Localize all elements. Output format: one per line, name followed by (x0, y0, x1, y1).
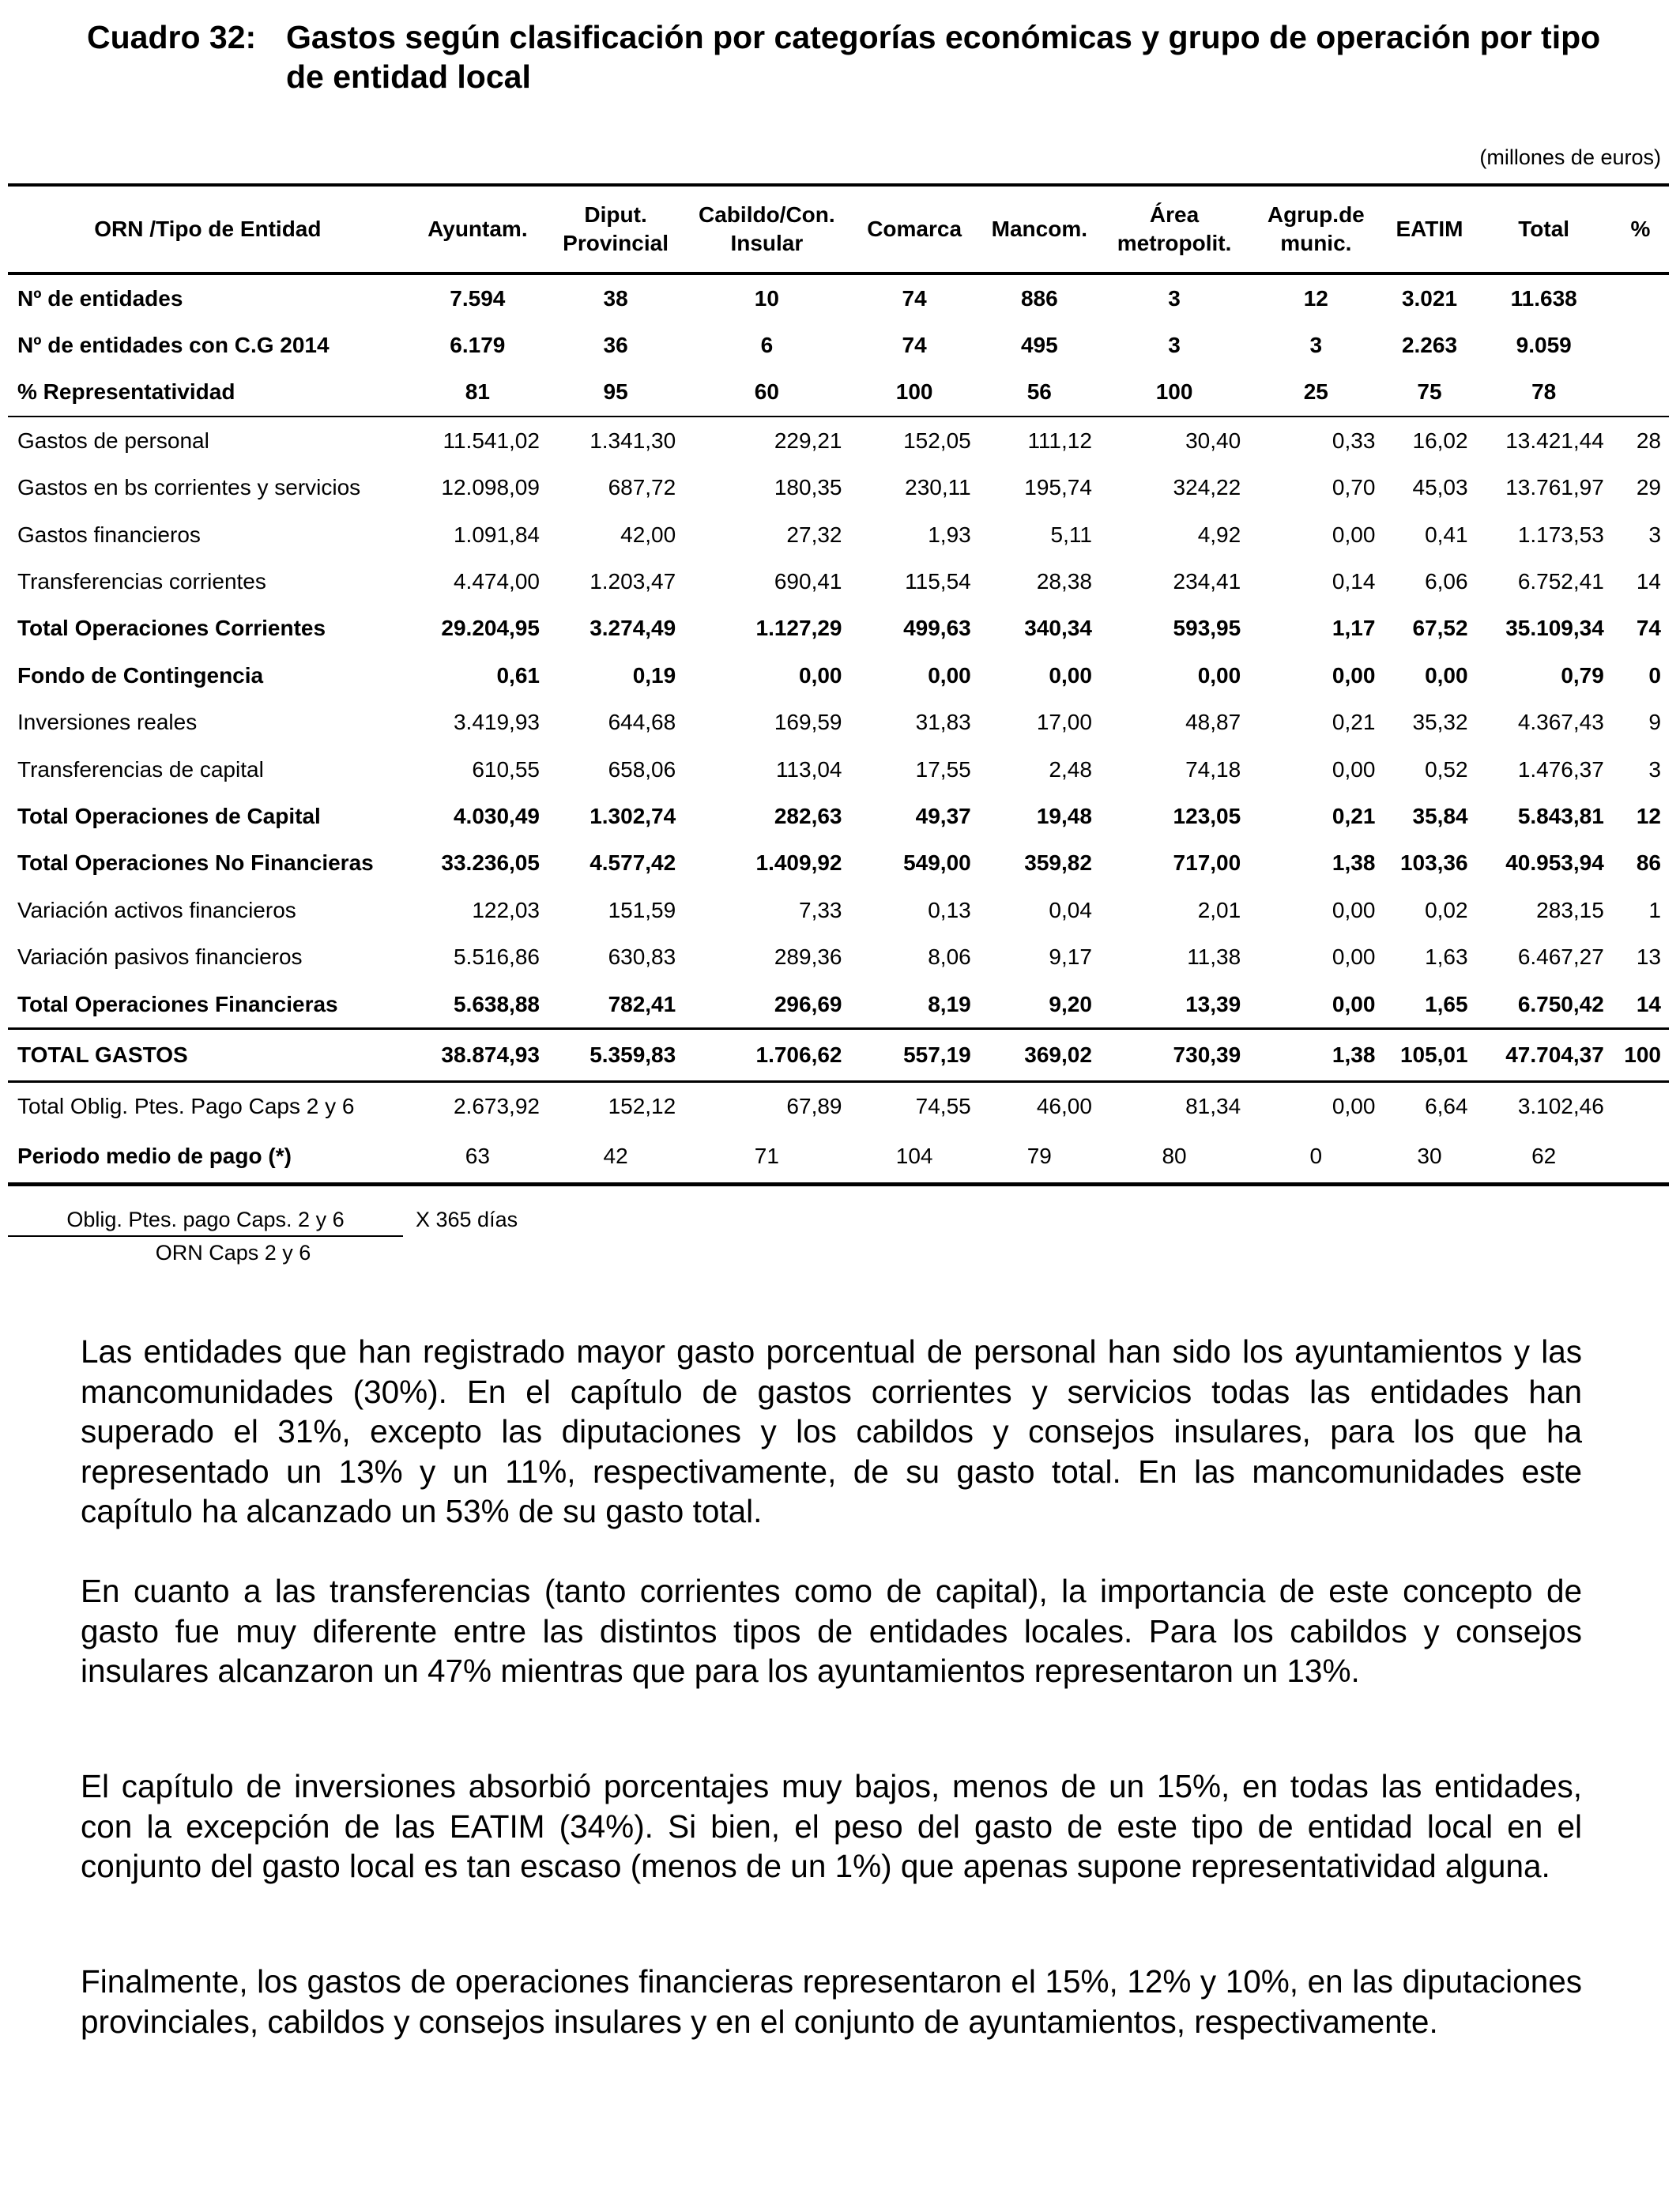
table-cell: 123,05 (1173, 803, 1241, 828)
table-cell: 74,55 (915, 1093, 971, 1118)
table-cell: 230,11 (905, 475, 971, 500)
table-cell: 2,48 (1049, 756, 1092, 782)
table-cell: 4.474,00 (453, 569, 540, 594)
table-cell: 74,18 (1185, 756, 1241, 782)
table-cell: 690,41 (774, 569, 842, 594)
table-cell: 48,87 (1185, 710, 1241, 735)
row-label: Gastos en bs corrientes y servicios (17, 475, 361, 500)
table-cell: 0,00 (1332, 756, 1376, 782)
table-cell: 47.704,37 (1476, 1029, 1612, 1082)
table-cell: 0,00 (1332, 1093, 1376, 1118)
formula-multiplier: X 365 días (416, 1208, 518, 1231)
table-row (8, 369, 1669, 417)
table-cell: 67,52 (1412, 616, 1468, 641)
table-cell: 5,11 (1050, 522, 1092, 547)
table-cell: 9.059 (1516, 333, 1572, 358)
table-cell: 6.179 (450, 333, 506, 358)
table-cell (1612, 322, 1669, 368)
table-cell: 45,03 (1412, 475, 1468, 500)
table-row (8, 605, 1669, 652)
table-cell: 3.274,49 (590, 616, 676, 641)
table-row (8, 1082, 1669, 1130)
table-cell: 0,52 (1425, 756, 1468, 782)
table-cell: 40.953,94 (1505, 850, 1604, 876)
table-row (8, 322, 1669, 368)
table-cell: 46,00 (1036, 1093, 1092, 1118)
row-label: Total Operaciones Financieras (17, 991, 338, 1016)
table-cell: 0,19 (632, 662, 676, 688)
table-cell: 0,00 (1332, 944, 1376, 970)
table-row (8, 1130, 1669, 1185)
table-cell: 56 (979, 369, 1100, 417)
table-cell: 782,41 (608, 991, 676, 1016)
table-cell: 104 (850, 1130, 979, 1185)
table-cell: 35.109,34 (1505, 616, 1604, 641)
table-row (8, 933, 1669, 980)
table-cell: 2,01 (1197, 897, 1241, 922)
row-label: Total Operaciones Corrientes (17, 616, 326, 641)
table-cell: 13.761,97 (1505, 475, 1604, 500)
table-cell: 4.030,49 (453, 803, 540, 828)
table-cell: 38.874,93 (408, 1029, 548, 1082)
table-cell: 0,02 (1425, 897, 1468, 922)
row-label: TOTAL GASTOS (8, 1029, 408, 1082)
row-label: Variación pasivos financieros (17, 944, 303, 970)
header-cell: Cabildo/Con. Insular (684, 185, 849, 273)
table-cell: 7.594 (450, 285, 506, 311)
table-cell: 644,68 (608, 710, 676, 735)
table-row (8, 887, 1669, 933)
header-cell: % (1612, 185, 1669, 273)
table-cell: 593,95 (1173, 616, 1241, 641)
table-cell: 3 (1309, 333, 1323, 358)
table-cell: 8,06 (928, 944, 971, 970)
table-cell: 0,00 (1197, 662, 1241, 688)
table-cell: 549,00 (903, 850, 971, 876)
table-cell: 0,70 (1332, 475, 1376, 500)
table-cell: 369,02 (979, 1029, 1100, 1082)
table-cell: 0,21 (1332, 803, 1376, 828)
table-cell: 12 (1636, 803, 1661, 828)
table-cell: 0,00 (928, 662, 971, 688)
paragraph: El capítulo de inversiones absorbió porcentajes muy bajos, menos de un 15%, en todas las entidades, con la excepción de las EATIM (34%). Si bien, el peso del gasto de este tipo de entidad local en el conjunto del gasto local es tan escaso (menos de un 1%) que apenas supone representatividad alguna. (81, 1768, 1582, 1884)
table-cell: 12.098,09 (441, 475, 540, 500)
table-cell: 6,06 (1425, 569, 1468, 594)
table-cell: 0,41 (1425, 522, 1468, 547)
table-cell: 0,04 (1049, 897, 1092, 922)
table-cell: 36 (603, 333, 628, 358)
table-cell: 3 (1648, 756, 1661, 782)
table-cell: 35,32 (1412, 710, 1468, 735)
table-cell: 74 (902, 285, 927, 311)
table-cell: 886 (1020, 285, 1058, 311)
table-cell: 28,38 (1036, 569, 1092, 594)
table-cell: 35,84 (1412, 803, 1468, 828)
table-cell (1612, 1082, 1669, 1130)
table-cell: 78 (1476, 369, 1612, 417)
table-cell: 13.421,44 (1505, 428, 1604, 453)
table-cell: 10 (754, 285, 779, 311)
table-cell: 0,61 (496, 662, 540, 688)
formula-numerator: Oblig. Ptes. pago Caps. 2 y 6 (8, 1208, 403, 1237)
row-label: Periodo medio de pago (*) (8, 1130, 408, 1185)
row-label: Total Oblig. Ptes. Pago Caps 2 y 6 (17, 1093, 355, 1118)
table-cell: 11.541,02 (443, 428, 540, 453)
table-cell: 19,48 (1036, 803, 1092, 828)
table-cell: 31,83 (915, 710, 971, 735)
table-cell: 113,04 (775, 756, 842, 782)
table-row (8, 511, 1669, 558)
table-cell: 6.752,41 (1517, 569, 1604, 594)
row-label: Gastos financieros (17, 522, 201, 547)
header-cell: EATIM (1383, 185, 1475, 273)
table-cell: 79 (979, 1130, 1100, 1185)
table-cell: 4.577,42 (590, 850, 676, 876)
row-label: Nº de entidades (17, 285, 183, 311)
table-row (8, 652, 1669, 699)
table-body (8, 273, 1669, 1184)
paragraph: En cuanto a las transferencias (tanto corrientes como de capital), la importancia de este concepto de gasto fue muy diferente entre las distintos tipos de entidades locales. Para los cabildos y consejos insulares alcanzaron un 47% mientras que para los ayuntamientos representaron un 13%. (81, 1573, 1582, 1689)
table-row (8, 465, 1669, 511)
table-cell: 5.359,83 (548, 1029, 684, 1082)
table-cell: 0,13 (928, 897, 971, 922)
table-cell: 195,74 (1024, 475, 1092, 500)
table-cell: 12 (1303, 285, 1328, 311)
table-cell: 3.021 (1401, 285, 1458, 311)
table-cell (1612, 369, 1669, 417)
table-cell: 74 (902, 333, 927, 358)
table-cell: 557,19 (850, 1029, 979, 1082)
paragraph: Las entidades que han registrado mayor gasto porcentual de personal han sido los ayuntamientos y las mancomunidades (30%). En el capítulo de gastos corrientes y servicios todas las entidades han superado el 31%, excepto las diputaciones y los cabildos y consejos insulares, para los que ha representado un 13% y un 11%, respectivamente, de su gasto total. En las mancomunidades este capítulo ha alcanzado un 53% de su gasto total. (81, 1333, 1582, 1529)
table-cell: 13,39 (1185, 991, 1241, 1016)
table-cell: 0,21 (1332, 710, 1376, 735)
table-cell: 25 (1249, 369, 1383, 417)
table-cell: 1,38 (1332, 850, 1376, 876)
table-cell: 67,89 (786, 1093, 842, 1118)
table-cell: 29 (1636, 475, 1661, 500)
table-row (8, 558, 1669, 605)
table-cell: 2.673,92 (453, 1093, 540, 1118)
table-cell: 658,06 (608, 756, 676, 782)
table-cell: 6.467,27 (1517, 944, 1604, 970)
table-cell (1612, 1130, 1669, 1185)
table-cell: 122,03 (472, 897, 540, 922)
table-cell: 33.236,05 (441, 850, 540, 876)
table-cell: 0,00 (1332, 991, 1376, 1016)
table-cell: 6.750,42 (1517, 991, 1604, 1016)
table-cell: 29.204,95 (441, 616, 540, 641)
table-cell: 0 (1648, 662, 1661, 688)
table-cell: 42 (548, 1130, 684, 1185)
header-cell: Mancom. (979, 185, 1100, 273)
table-cell: 8,19 (928, 991, 971, 1016)
table-cell: 86 (1636, 850, 1661, 876)
table-cell: 103,36 (1399, 850, 1468, 876)
table-cell: 63 (408, 1130, 548, 1185)
row-label: Gastos de personal (17, 428, 209, 453)
table-cell: 1,65 (1425, 991, 1468, 1016)
table-cell: 0,00 (1332, 662, 1376, 688)
table-title: Gastos según clasificación por categorías económicas y grupo de operación por tipo de entidad local (286, 19, 1601, 95)
table-cell: 5.843,81 (1517, 803, 1604, 828)
table-cell: 1,63 (1425, 944, 1468, 970)
table-cell: 1,17 (1332, 616, 1376, 641)
table-cell: 9,17 (1049, 944, 1092, 970)
table-header-row (8, 185, 1669, 273)
table-cell: 495 (1020, 333, 1058, 358)
table-cell: 3 (1168, 285, 1181, 311)
table-cell: 81,34 (1185, 1093, 1241, 1118)
table-cell: 5.638,88 (453, 991, 540, 1016)
table-row (8, 417, 1669, 464)
table-cell: 0,00 (1332, 522, 1376, 547)
table-cell: 38 (603, 285, 628, 311)
table-cell: 283,15 (1536, 897, 1604, 922)
table-cell: 1 (1648, 897, 1661, 922)
table-cell: 1.706,62 (684, 1029, 849, 1082)
table-row (8, 793, 1669, 839)
row-label: Inversiones reales (17, 710, 198, 735)
table-cell: 1,93 (928, 522, 971, 547)
table-cell: 75 (1383, 369, 1475, 417)
header-cell: Comarca (850, 185, 979, 273)
table-cell: 1.409,92 (755, 850, 842, 876)
table-cell: 9,20 (1049, 991, 1092, 1016)
table-cell: 74 (1636, 616, 1661, 641)
table-cell: 81 (408, 369, 548, 417)
table-cell: 6,64 (1425, 1093, 1468, 1118)
table-cell: 27,32 (786, 522, 842, 547)
table-cell: 0,00 (1049, 662, 1092, 688)
table-cell: 105,01 (1383, 1029, 1475, 1082)
table-cell: 6 (760, 333, 774, 358)
table-cell: 630,83 (608, 944, 676, 970)
table-cell: 152,05 (903, 428, 971, 453)
table-cell: 234,41 (1173, 569, 1241, 594)
table-cell: 0,00 (1332, 897, 1376, 922)
table-cell: 180,35 (774, 475, 842, 500)
table-cell: 17,00 (1036, 710, 1092, 735)
table-cell: 42,00 (620, 522, 676, 547)
row-label: Nº de entidades con C.G 2014 (17, 333, 330, 358)
table-cell: 16,02 (1412, 428, 1468, 453)
table-cell: 229,21 (774, 428, 842, 453)
row-label: Transferencias corrientes (17, 569, 266, 594)
table-cell: 152,12 (608, 1093, 676, 1118)
table-cell: 151,59 (608, 897, 676, 922)
table-row (8, 1029, 1669, 1082)
table-cell: 282,63 (774, 803, 842, 828)
table-cell: 9 (1648, 710, 1661, 735)
header-cell: Ayuntam. (408, 185, 548, 273)
table-row (8, 981, 1669, 1029)
table-cell: 0 (1249, 1130, 1383, 1185)
table-cell: 1.173,53 (1517, 522, 1604, 547)
table-number: Cuadro 32: (87, 19, 257, 55)
table-cell: 3.102,46 (1517, 1093, 1604, 1118)
table-cell: 115,54 (905, 569, 971, 594)
table-cell: 324,22 (1173, 475, 1241, 500)
row-label: Total Operaciones No Financieras (17, 850, 374, 876)
table-cell: 80 (1100, 1130, 1249, 1185)
header-cell: Agrup.de munic. (1249, 185, 1383, 273)
table-cell: 4,92 (1197, 522, 1241, 547)
table-cell: 0,00 (799, 662, 842, 688)
table-cell: 1.203,47 (590, 569, 676, 594)
table-cell: 289,36 (774, 944, 842, 970)
table-cell: 13 (1636, 944, 1661, 970)
table-cell: 0,14 (1332, 569, 1376, 594)
row-label: Total Operaciones de Capital (17, 803, 321, 828)
row-label: % Representatividad (8, 369, 408, 417)
table-cell: 169,59 (774, 710, 842, 735)
table-cell: 2.263 (1401, 333, 1458, 358)
table-cell: 5.516,86 (453, 944, 540, 970)
table-cell: 296,69 (774, 991, 842, 1016)
table-cell: 30,40 (1185, 428, 1241, 453)
table-cell: 1.341,30 (590, 428, 676, 453)
paragraph: Finalmente, los gastos de operaciones financieras representaron el 15%, 12% y 10%, en las diputaciones provinciales, cabildos y consejos insulares y en el conjunto de ayuntamientos, respectivamente. (81, 1963, 1582, 2040)
table-cell: 340,34 (1024, 616, 1092, 641)
table-cell: 28 (1636, 428, 1661, 453)
row-label: Fondo de Contingencia (17, 662, 264, 688)
table-row (8, 840, 1669, 887)
table-cell: 30 (1383, 1130, 1475, 1185)
table-cell (1612, 273, 1669, 322)
table-row (8, 746, 1669, 793)
table-row (8, 273, 1669, 322)
table-cell: 17,55 (915, 756, 971, 782)
row-label: Variación activos financieros (17, 897, 296, 922)
table-cell: 499,63 (903, 616, 971, 641)
table-cell: 610,55 (472, 756, 540, 782)
table-cell: 1.091,84 (453, 522, 540, 547)
header-cell: Total (1476, 185, 1612, 273)
header-cell: Diput. Provincial (548, 185, 684, 273)
table-cell: 0,33 (1332, 428, 1376, 453)
table-cell: 3 (1168, 333, 1181, 358)
table-cell: 14 (1636, 991, 1661, 1016)
table-cell: 111,12 (1027, 428, 1092, 453)
table-cell: 730,39 (1100, 1029, 1249, 1082)
table-cell: 71 (684, 1130, 849, 1185)
table-cell: 1,38 (1249, 1029, 1383, 1082)
table-cell: 7,33 (799, 897, 842, 922)
table-cell: 0,00 (1425, 662, 1468, 688)
table-cell: 60 (684, 369, 849, 417)
table-cell: 95 (548, 369, 684, 417)
table-cell: 1.127,29 (755, 616, 842, 641)
table-cell: 717,00 (1173, 850, 1241, 876)
table-cell: 62 (1476, 1130, 1612, 1185)
table-cell: 1.302,74 (590, 803, 676, 828)
row-label: Transferencias de capital (17, 756, 264, 782)
header-cell: ORN /Tipo de Entidad (8, 185, 408, 273)
table-cell: 100 (1612, 1029, 1669, 1082)
formula-denominator: ORN Caps 2 y 6 (155, 1241, 311, 1265)
table-cell: 11.638 (1510, 285, 1577, 311)
table-cell: 49,37 (915, 803, 971, 828)
table-row (8, 699, 1669, 746)
table-cell: 100 (1100, 369, 1249, 417)
table-cell: 687,72 (608, 475, 676, 500)
table-cell: 0,79 (1561, 662, 1604, 688)
table-cell: 1.476,37 (1517, 756, 1604, 782)
table-cell: 100 (850, 369, 979, 417)
table-cell: 11,38 (1187, 944, 1241, 970)
table-cell: 4.367,43 (1517, 710, 1604, 735)
table-cell: 359,82 (1024, 850, 1092, 876)
table-cell: 14 (1636, 569, 1661, 594)
units-note: (millones de euros) (1479, 145, 1661, 169)
table-cell: 3.419,93 (453, 710, 540, 735)
expenditure-table (8, 183, 1669, 1186)
table-cell: 3 (1648, 522, 1661, 547)
header-cell: Área metropolit. (1100, 185, 1249, 273)
